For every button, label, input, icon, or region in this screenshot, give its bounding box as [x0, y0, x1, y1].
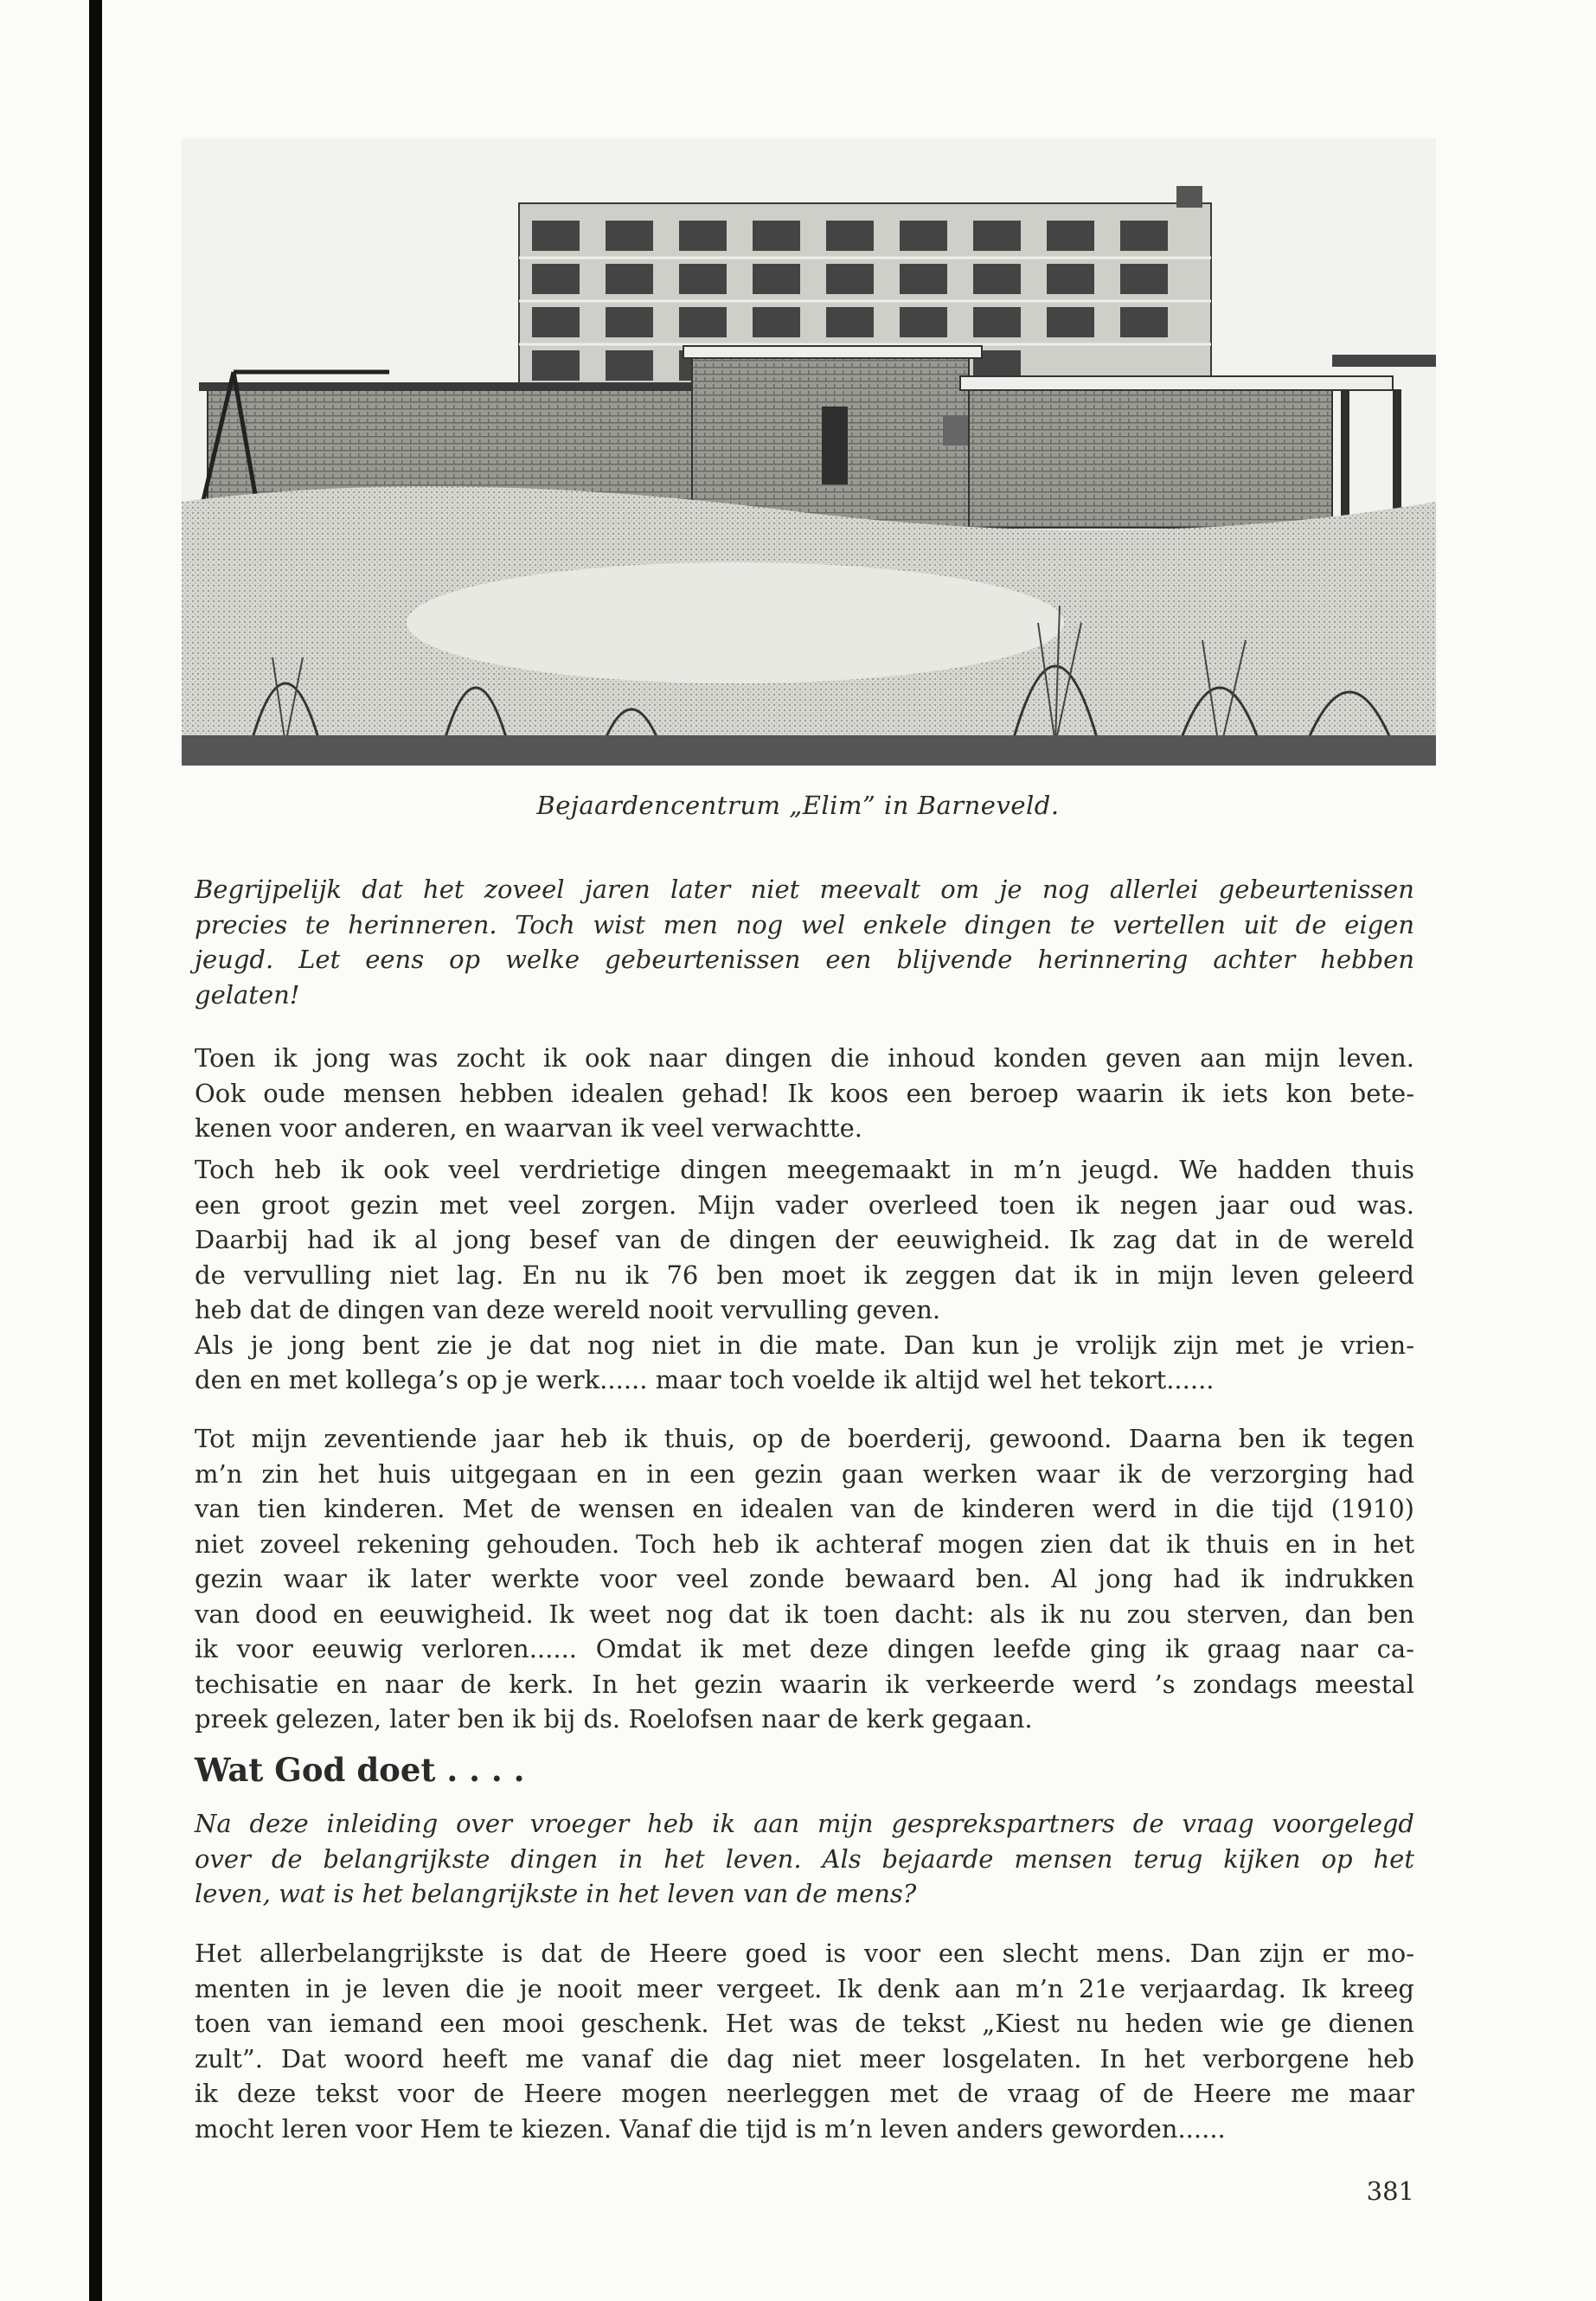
text-line: Na deze inleiding over vroeger heb ik aan mijn gesprekspartners de vraag voorgelegd [195, 1809, 1414, 1838]
text-line: preek gelezen, later ben ik bij ds. Roelofsen naar de kerk gegaan. [195, 1704, 1033, 1734]
text-line: menten in je leven die je nooit meer vergeet. Ik denk aan m’n 21e verjaardag. Ik kreeg [195, 1973, 1414, 2003]
text-line: zult”. Dat woord heeft me vanaf die dag niet meer losgelaten. In het verborgene heb [195, 2043, 1414, 2073]
text-line: Begrijpelijk dat het zoveel jaren later niet meevalt om je nog allerlei gebeurtenissen [195, 875, 1414, 904]
text-line: over de belangrijkste dingen in het leven. Als bejaarde mensen terug kijken op het [195, 1843, 1414, 1874]
text-line: techisatie en naar de kerk. In het gezin waarin ik verkeerde werd ’s zondags meestal [195, 1669, 1414, 1699]
text-line: toen van iemand een mooi geschenk. Het was de tekst „Kiest nu heden wie ge dienen [195, 2009, 1414, 2038]
photo-caption: Bejaardencentrum „Elim” in Barneveld. [536, 791, 1060, 820]
text-line: kenen voor anderen, en waarvan ik veel verwachtte. [195, 1113, 862, 1143]
text-line: van dood en eeuwigheid. Ik weet nog dat ik toen dacht: als ik nu zou sterven, dan ben [195, 1599, 1414, 1629]
question-paragraph [195, 1806, 1414, 1912]
text-line: gezin waar ik later werkte voor veel zonde bewaard ben. Al jong had ik indrukken [195, 1564, 1414, 1593]
text-line: mocht leren voor Hem te kiezen. Vanaf die tijd is m’n leven anders geworden...... [195, 2113, 1226, 2144]
page-number: 381 [1366, 2176, 1414, 2206]
intro-paragraph [195, 872, 1414, 1012]
binding-edge [89, 0, 102, 2301]
text-line: Toen ik jong was zocht ik ook naar dingen die inhoud konden geven aan mijn leven. [195, 1043, 1414, 1073]
text-line: een groot gezin met veel zorgen. Mijn vader overleed toen ik negen jaar oud was. [195, 1189, 1414, 1220]
text-line: ik voor eeuwig verloren...... Omdat ik met deze dingen leefde ging ik graag naar ca- [195, 1634, 1414, 1663]
paragraph-4 [195, 1936, 1414, 2146]
text-line: m’n zin het huis uitgegaan en in een gezin gaan werken waar ik de verzorging had [195, 1458, 1414, 1489]
text-line: Daarbij had ik al jong besef van de dingen der eeuwigheid. Ik zag dat in de wereld [195, 1225, 1414, 1254]
paragraph-1 [195, 1041, 1414, 1146]
text-line: niet zoveel rekening gehouden. Toch heb ik achteraf mogen zien dat ik thuis en in het [195, 1529, 1414, 1559]
text-line: Als je jong bent zie je dat nog niet in die mate. Dan kun je vrolijk zijn met je vrien- [195, 1330, 1414, 1360]
section-heading: Wat God doet . . . . [195, 1751, 525, 1789]
text-line: gelaten! [195, 979, 300, 1009]
text-line: precies te herinneren. Toch wist men nog wel enkele dingen te vertellen uit de eigen [195, 909, 1414, 939]
paragraph-3 [195, 1421, 1414, 1737]
text-line: jeugd. Let eens op welke gebeurtenissen een blijvende herinnering achter hebben [195, 945, 1414, 974]
text-line: de vervulling niet lag. En nu ik 76 ben moet ik zeggen dat ik in mijn leven geleerd [195, 1259, 1414, 1290]
text-line: Het allerbelangrijkste is dat de Heere goed is voor een slecht mens. Dan zijn er mo- [195, 1939, 1414, 1968]
text-line: Tot mijn zeventiende jaar heb ik thuis, op de boerderij, gewoond. Daarna ben ik tegen [195, 1424, 1414, 1453]
text-line: Toch heb ik ook veel verdrietige dingen meegemaakt in m’n jeugd. We hadden thuis [195, 1155, 1414, 1184]
paragraph-2 [195, 1152, 1414, 1398]
text-line: van tien kinderen. Met de wensen en idealen van de kinderen werd in die tijd (1910) [195, 1494, 1414, 1523]
text-line: leven, wat is het belangrijkste in het leven van de mens? [195, 1879, 917, 1908]
text-line: Ook oude mensen hebben idealen gehad! Ik koos een beroep waarin ik iets kon bete- [195, 1078, 1414, 1108]
text-line: den en met kollega’s op je werk...... maar toch voelde ik altijd wel het tekort...... [195, 1365, 1215, 1394]
elim-building-photo [182, 138, 1436, 766]
text-line: ik deze tekst voor de Heere mogen neerleggen met de vraag of de Heere me maar [195, 2079, 1414, 2108]
text-line: heb dat de dingen van deze wereld nooit vervulling geven. [195, 1295, 941, 1324]
